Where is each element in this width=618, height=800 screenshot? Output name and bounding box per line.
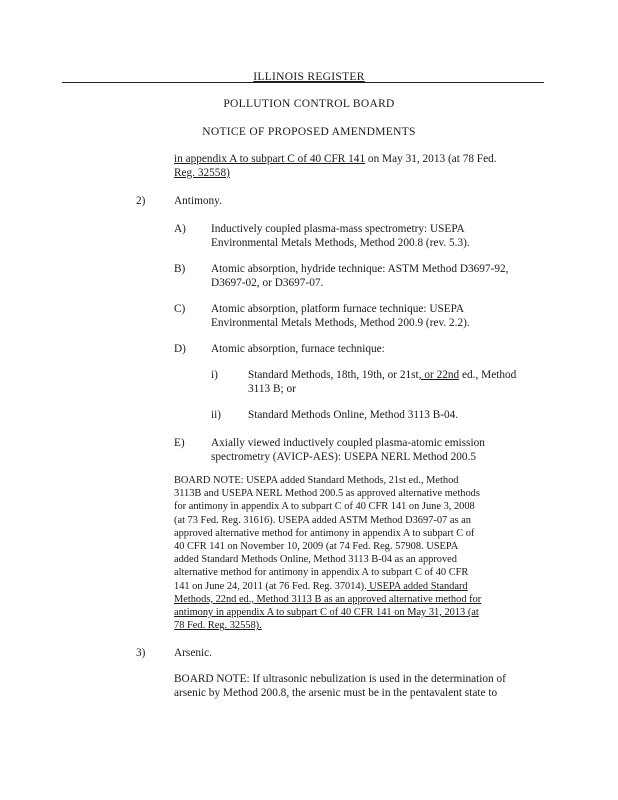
note-line-underlined: antimony in appendix A to subpart C of 40 CFR 141 on May 31, 2013 (at — [174, 607, 479, 619]
sub-ii-line-1: Standard Methods Online, Method 3113 B-04. — [248, 409, 459, 421]
register-title: ILLINOIS REGISTER — [253, 71, 365, 83]
item-a-label: A) — [174, 223, 186, 235]
note-line-underlined: Methods, 22nd ed., Method 3113 B as an approved alternative method for — [174, 593, 482, 605]
note-line: 3113B and USEPA NERL Method 200.5 as approved alternative methods — [174, 488, 480, 500]
sub-i-label: i) — [211, 369, 218, 381]
item-b-line-2: D3697-02, or D3697-07. — [211, 277, 324, 289]
note-line: BOARD NOTE: If ultrasonic nebulization is used in the determination of — [174, 673, 506, 685]
note-line: arsenic by Method 200.8, the arsenic must be in the pentavalent state to — [174, 687, 498, 699]
item-b-label: B) — [174, 263, 186, 275]
board-note-antimony — [174, 474, 481, 632]
item-a-line-2: Environmental Metals Methods, Method 200.8 (rev. 5.3). — [211, 237, 470, 249]
board-title: POLLUTION CONTROL BOARD — [223, 98, 395, 110]
item-c-line-2: Environmental Metals Methods, Method 200.9 (rev. 2.2). — [211, 317, 470, 329]
note-line-9-plain: 141 on June 24, 2011 (at 76 Fed. Reg. 37014). — [174, 580, 367, 592]
section-2-number: 2) — [136, 195, 146, 207]
item-c-label: C) — [174, 303, 186, 315]
sub-i-line-1 — [248, 368, 516, 382]
note-line-underlined: 78 Fed. Reg. 32558). — [174, 620, 262, 632]
intro-rest: on May 31, 2013 (at 78 Fed. — [365, 153, 497, 165]
board-note-arsenic — [174, 672, 506, 700]
note-line: for antimony in appendix A to subpart C of 40 CFR 141 on June 3, 2008 — [174, 501, 475, 513]
sub-ii-label: ii) — [211, 409, 222, 421]
item-e-line-2: spectrometry (AVICP-AES): USEPA NERL Method 200.5 — [211, 451, 477, 463]
intro-underlined: in appendix A to subpart C of 40 CFR 141 — [174, 153, 366, 165]
note-line: approved alternative method for antimony in appendix A to subpart C of — [174, 527, 475, 539]
intro-line-2: Reg. 32558) — [174, 167, 230, 179]
section-3-number: 3) — [136, 647, 146, 659]
note-line-9-underlined: USEPA added Standard — [366, 580, 468, 592]
section-3-title: Arsenic. — [174, 647, 212, 659]
item-a-line-1: Inductively coupled plasma-mass spectrometry: USEPA — [211, 223, 465, 235]
sub-i-text-underlined: , or 22nd — [418, 369, 460, 381]
sub-i-text-a: Standard Methods, 18th, 19th, or 21st — [248, 369, 419, 381]
item-d-line-1: Atomic absorption, furnace technique: — [211, 343, 385, 355]
item-e-line-1: Axially viewed inductively coupled plasma-atomic emission — [211, 437, 485, 449]
sub-i-text-b: ed., Method — [459, 369, 517, 381]
note-line-mixed — [174, 580, 481, 593]
note-line: alternative method for antimony in appendix A to subpart C of 40 CFR — [174, 567, 469, 579]
intro-line-1 — [174, 152, 497, 166]
item-c-line-1: Atomic absorption, platform furnace technique: USEPA — [211, 303, 465, 315]
note-line: BOARD NOTE: USEPA added Standard Methods, 21st ed., Method — [174, 475, 459, 486]
note-line: added Standard Methods Online, Method 3113 B-04 as an approved — [174, 554, 457, 566]
item-b-line-1: Atomic absorption, hydride technique: ASTM Method D3697-92, — [211, 263, 509, 275]
section-2-title: Antimony. — [174, 195, 222, 207]
item-e-label: E) — [174, 437, 185, 449]
note-line: (at 73 Fed. Reg. 31616). USEPA added ASTM Method D3697-07 as an — [174, 514, 471, 526]
item-d-label: D) — [174, 343, 186, 355]
sub-i-line-2: 3113 B; or — [248, 383, 296, 395]
note-line: 40 CFR 141 on November 10, 2009 (at 74 Fed. Reg. 57908. USEPA — [174, 541, 459, 553]
notice-title: NOTICE OF PROPOSED AMENDMENTS — [202, 126, 416, 138]
